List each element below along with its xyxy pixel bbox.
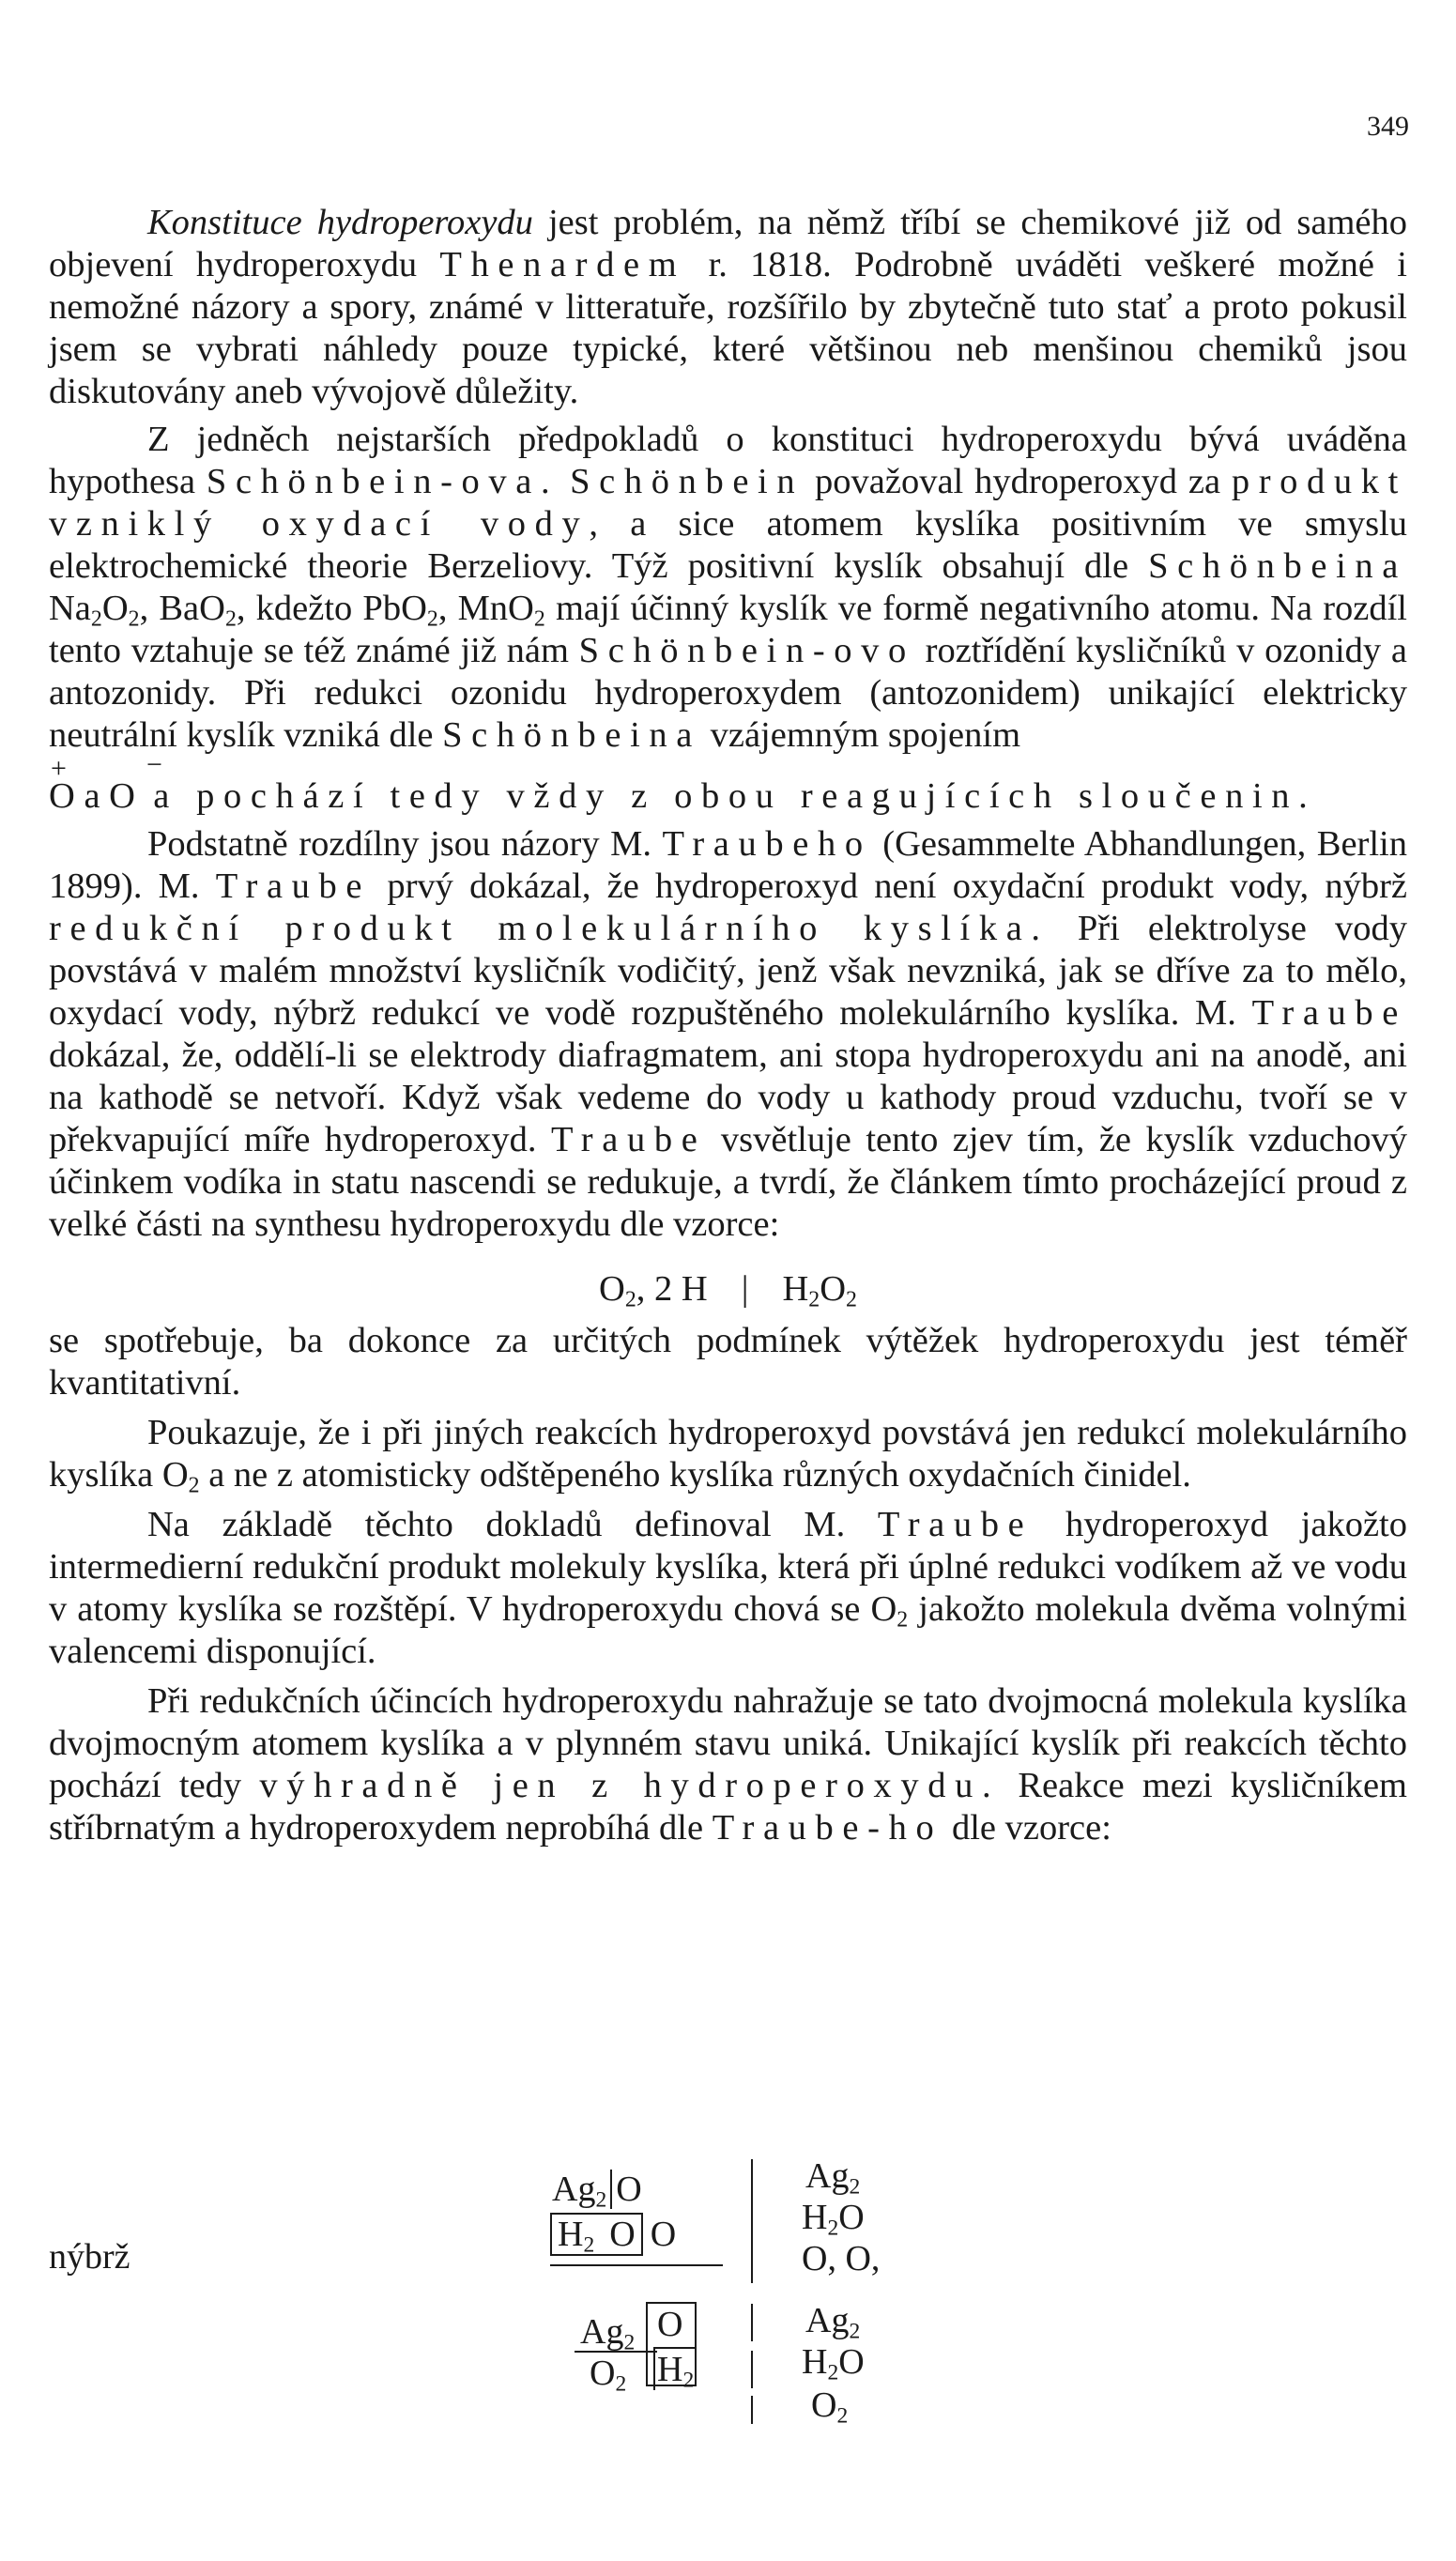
scheme1-bottom — [550, 2214, 677, 2258]
spaced-phrase: výhradně jen z hydroperoxydu. — [259, 1766, 1001, 1805]
text: O — [109, 776, 135, 816]
paragraph-2 — [49, 419, 1407, 757]
person-name: Traubeho — [662, 824, 872, 864]
formula-text: Ag — [805, 2301, 850, 2340]
formula-text: O — [599, 1269, 625, 1309]
reaction-scheme — [49, 2150, 1407, 2431]
text: Z jedněch nejstarších předpokladů o konstituci hydroperoxydu bývá uváděna hypothesa — [49, 420, 1407, 501]
text: Reakce mezi kysličníkem stříbrnatým a hydroperoxydem neprobíhá dle — [49, 1766, 1408, 1848]
spaced-phrase: produkt vzniklý oxydací vody — [49, 462, 1407, 544]
person-name: Schönbeina — [442, 715, 701, 755]
title-phrase: Konstituce hydroperoxydu — [147, 203, 533, 242]
text: Podstatně rozdílny jsou názory M. — [147, 824, 663, 864]
text: hydroperoxyd jakožto intermedierní redukční produkt molekuly kyslíka, která při úplné redukci vodíkem až ve vodu v atomy kyslíka se rozštěpí. V hydroperoxydu chová se O — [49, 1505, 1407, 1629]
person-name: Schönbein-ova. — [206, 462, 559, 501]
text: a — [74, 776, 110, 816]
formula-text: O — [610, 2170, 641, 2209]
text: O — [49, 776, 75, 816]
text: se spotřebuje, ba dokonce za určitých podmínek výtěžek hydroperoxydu jest téměř kvantitativní. — [49, 1321, 1407, 1403]
text: Při redukčních účincích hydroperoxydu nahražuje se tato dvojmocná molekula kyslíka dvojmocným atomem kyslíka a v plynném stavu uniká. Unikající kyslík při reakcích těchto pochází tedy — [49, 1681, 1407, 1805]
text: vsvětluje tento zjev tím, že kyslík vzduchový účinkem vodíka in statu nascendi se redukuje, a tvrdí, že článkem tímto procházející proud z velké části na synthesu hydroperoxydu dle vzorce: — [49, 1120, 1407, 1244]
formula-text: O — [838, 2198, 865, 2237]
scheme2-top — [580, 2311, 635, 2353]
person-name: Traube-ho — [712, 1808, 943, 1848]
formula-text: H — [802, 2198, 828, 2237]
text: jakožto molekula dvěma volnými valencemi disponující. — [49, 1589, 1407, 1671]
text: roztřídění kysličníků v ozonidy a antozonidy. Při redukci ozonidu hydroperoxydem (antozonidem) unikající elektricky neutrální kyslík vzniká dle — [49, 631, 1407, 755]
subscript: 2 — [90, 606, 102, 632]
text: O — [101, 589, 129, 628]
person-name: Thenardem — [439, 245, 686, 284]
scheme2-divider-c — [751, 2396, 753, 2424]
scheme2-divider-a — [751, 2304, 753, 2341]
formula-text: H — [558, 2215, 584, 2254]
scheme2-result-3 — [811, 2385, 849, 2429]
paragraph-4 — [49, 1412, 1407, 1496]
subscript: 2 — [849, 2174, 861, 2200]
subscript: 2 — [188, 1473, 200, 1498]
separator: | — [741, 1269, 749, 1309]
subscript: 2 — [682, 2368, 695, 2393]
plus-sign: + — [51, 753, 67, 784]
text: prvý dokázal, že hydroperoxyd není oxydační produkt vody, nýbrž — [371, 866, 1407, 906]
person-name: Schönbein-ovo — [578, 631, 915, 670]
formula-text: Ag — [552, 2170, 596, 2209]
subscript: 2 — [846, 1287, 857, 1312]
scheme2-box-top: O — [657, 2305, 683, 2344]
boxed-group — [550, 2213, 643, 2256]
formula-text: O — [820, 1269, 847, 1309]
formula-text: H — [782, 1269, 809, 1309]
subscript: 2 — [224, 606, 237, 632]
subscript: 2 — [615, 2371, 627, 2397]
text: , kdežto PbO — [236, 589, 427, 628]
person-name: Schönbein — [570, 462, 805, 501]
person-name: Traube — [1251, 993, 1407, 1033]
text: dokázal, že, oddělí-li se elektrody diafragmatem, ani stopa hydroperoxydu ani na anodě, ani na kathodě se netvoří. Když však vedeme do vody u kathody proud vzduchu, tvoří se v překvapující míře hydroperoxyd. — [49, 1035, 1407, 1159]
scheme2-result-1 — [805, 2300, 861, 2344]
paragraph-1 — [49, 202, 1407, 413]
formula-text: Ag — [580, 2312, 624, 2352]
subscript: 2 — [128, 606, 140, 632]
text: Poukazuje, že i při jiných reakcích hydroperoxyd povstává jen redukcí molekulárního kyslíka O — [49, 1413, 1407, 1495]
paragraph-5 — [49, 1504, 1407, 1673]
text: vzájemným spojením — [701, 715, 1021, 755]
equation — [49, 1268, 1407, 1311]
scheme1-result-3: O, O, — [802, 2239, 881, 2278]
text: , BaO — [139, 589, 225, 628]
person-name: Traube — [215, 866, 372, 906]
text: a ne z atomisticky odštěpeného kyslíka různých oxydačních činidel. — [199, 1455, 1191, 1495]
scheme2-divider-b — [751, 2351, 753, 2388]
scheme1-top — [552, 2169, 642, 2213]
subscript: 2 — [827, 2360, 839, 2385]
paragraph-6 — [49, 1680, 1407, 1849]
text: (Gesammelte Abhandlungen, Berlin 1899). M. — [49, 824, 1407, 906]
subscript: 2 — [583, 2232, 595, 2258]
subscript: 2 — [426, 606, 438, 632]
text: dle vzorce: — [943, 1808, 1111, 1848]
text: , MnO — [437, 589, 534, 628]
formula-text: O — [838, 2342, 865, 2382]
scheme1-result-1 — [805, 2155, 861, 2200]
spaced-phrase: a pochází tedy vždy z obou reagujících sloučenin. — [134, 776, 1317, 816]
formula-text: Ag — [805, 2156, 850, 2196]
scheme1-divider — [751, 2159, 753, 2283]
paragraph-2-end — [49, 749, 1407, 818]
page-number: 349 — [1367, 111, 1409, 142]
subscript: 2 — [533, 606, 545, 632]
scheme2-bottom — [590, 2353, 627, 2397]
text: jest problém, na němž tříbí se chemikové již od samého objevení hydroperoxydu — [49, 203, 1408, 284]
paragraph-3-end — [49, 1320, 1407, 1404]
text: Při elektrolyse vody povstává v malém množství kysličník vodičitý, jenž však nevzniká, jak se dříve za to mělo, oxydací vody, nýbrž redukcí ve vodě rozpuštěného molekulárního kyslíka. M. — [49, 909, 1407, 1033]
subscript: 2 — [897, 1607, 909, 1633]
person-name: Traube — [877, 1505, 1034, 1544]
formula-text: O — [590, 2354, 616, 2393]
text: r. 1818. Podrobně uváděti veškeré možné i nemožné názory a spory, známé v litteratuře, rozšířilo by zbytečně tuto stať a proto pokusil jsem se vybrati náhledy pouze typické, které většinou neb menšinou chemiků jsou diskutovány aneb vývojově důležity. — [49, 245, 1407, 411]
text: považoval hydroperoxyd za — [804, 462, 1232, 501]
nybrz-label: nýbrž — [49, 2237, 130, 2277]
formula-text: H — [657, 2350, 683, 2389]
body-text — [49, 202, 1407, 1849]
subscript: 2 — [808, 1287, 820, 1312]
text: , a sice atomem kyslíka positivním ve smyslu elektrochemické theorie Berzeliovy. Týž positivní kyslík obsahují dle — [49, 504, 1407, 586]
text: Na — [49, 589, 91, 628]
scheme2-result-2 — [802, 2341, 865, 2383]
subscript: 2 — [849, 2319, 861, 2344]
subscript: 2 — [623, 2330, 636, 2355]
scheme2-box-bottom — [653, 2347, 696, 2393]
formula-text: , 2 H — [636, 1269, 708, 1309]
subscript: 2 — [624, 1287, 636, 1312]
formula-text: H — [802, 2342, 828, 2382]
formula-text: O — [811, 2385, 837, 2425]
person-name: Traube — [551, 1120, 707, 1159]
spaced-phrase: redukční produkt molekulárního kyslíka. — [49, 909, 1050, 948]
text: Na základě těchto dokladů definoval M. — [147, 1505, 878, 1544]
subscript: 2 — [595, 2187, 607, 2213]
text: mají účinný kyslík ve formě negativního atomu. Na rozdíl tento vztahuje se též známé již nám — [49, 589, 1407, 670]
subscript: 2 — [836, 2403, 849, 2429]
minus-sign: − — [146, 749, 162, 780]
formula-text: O — [650, 2215, 677, 2254]
paragraph-3 — [49, 823, 1407, 1246]
subscript: 2 — [827, 2216, 839, 2241]
scheme1-underline — [550, 2264, 723, 2266]
formula-text: O — [609, 2215, 636, 2254]
person-name: Schönbeina — [1148, 546, 1407, 586]
scheme1-result-2 — [802, 2197, 865, 2241]
